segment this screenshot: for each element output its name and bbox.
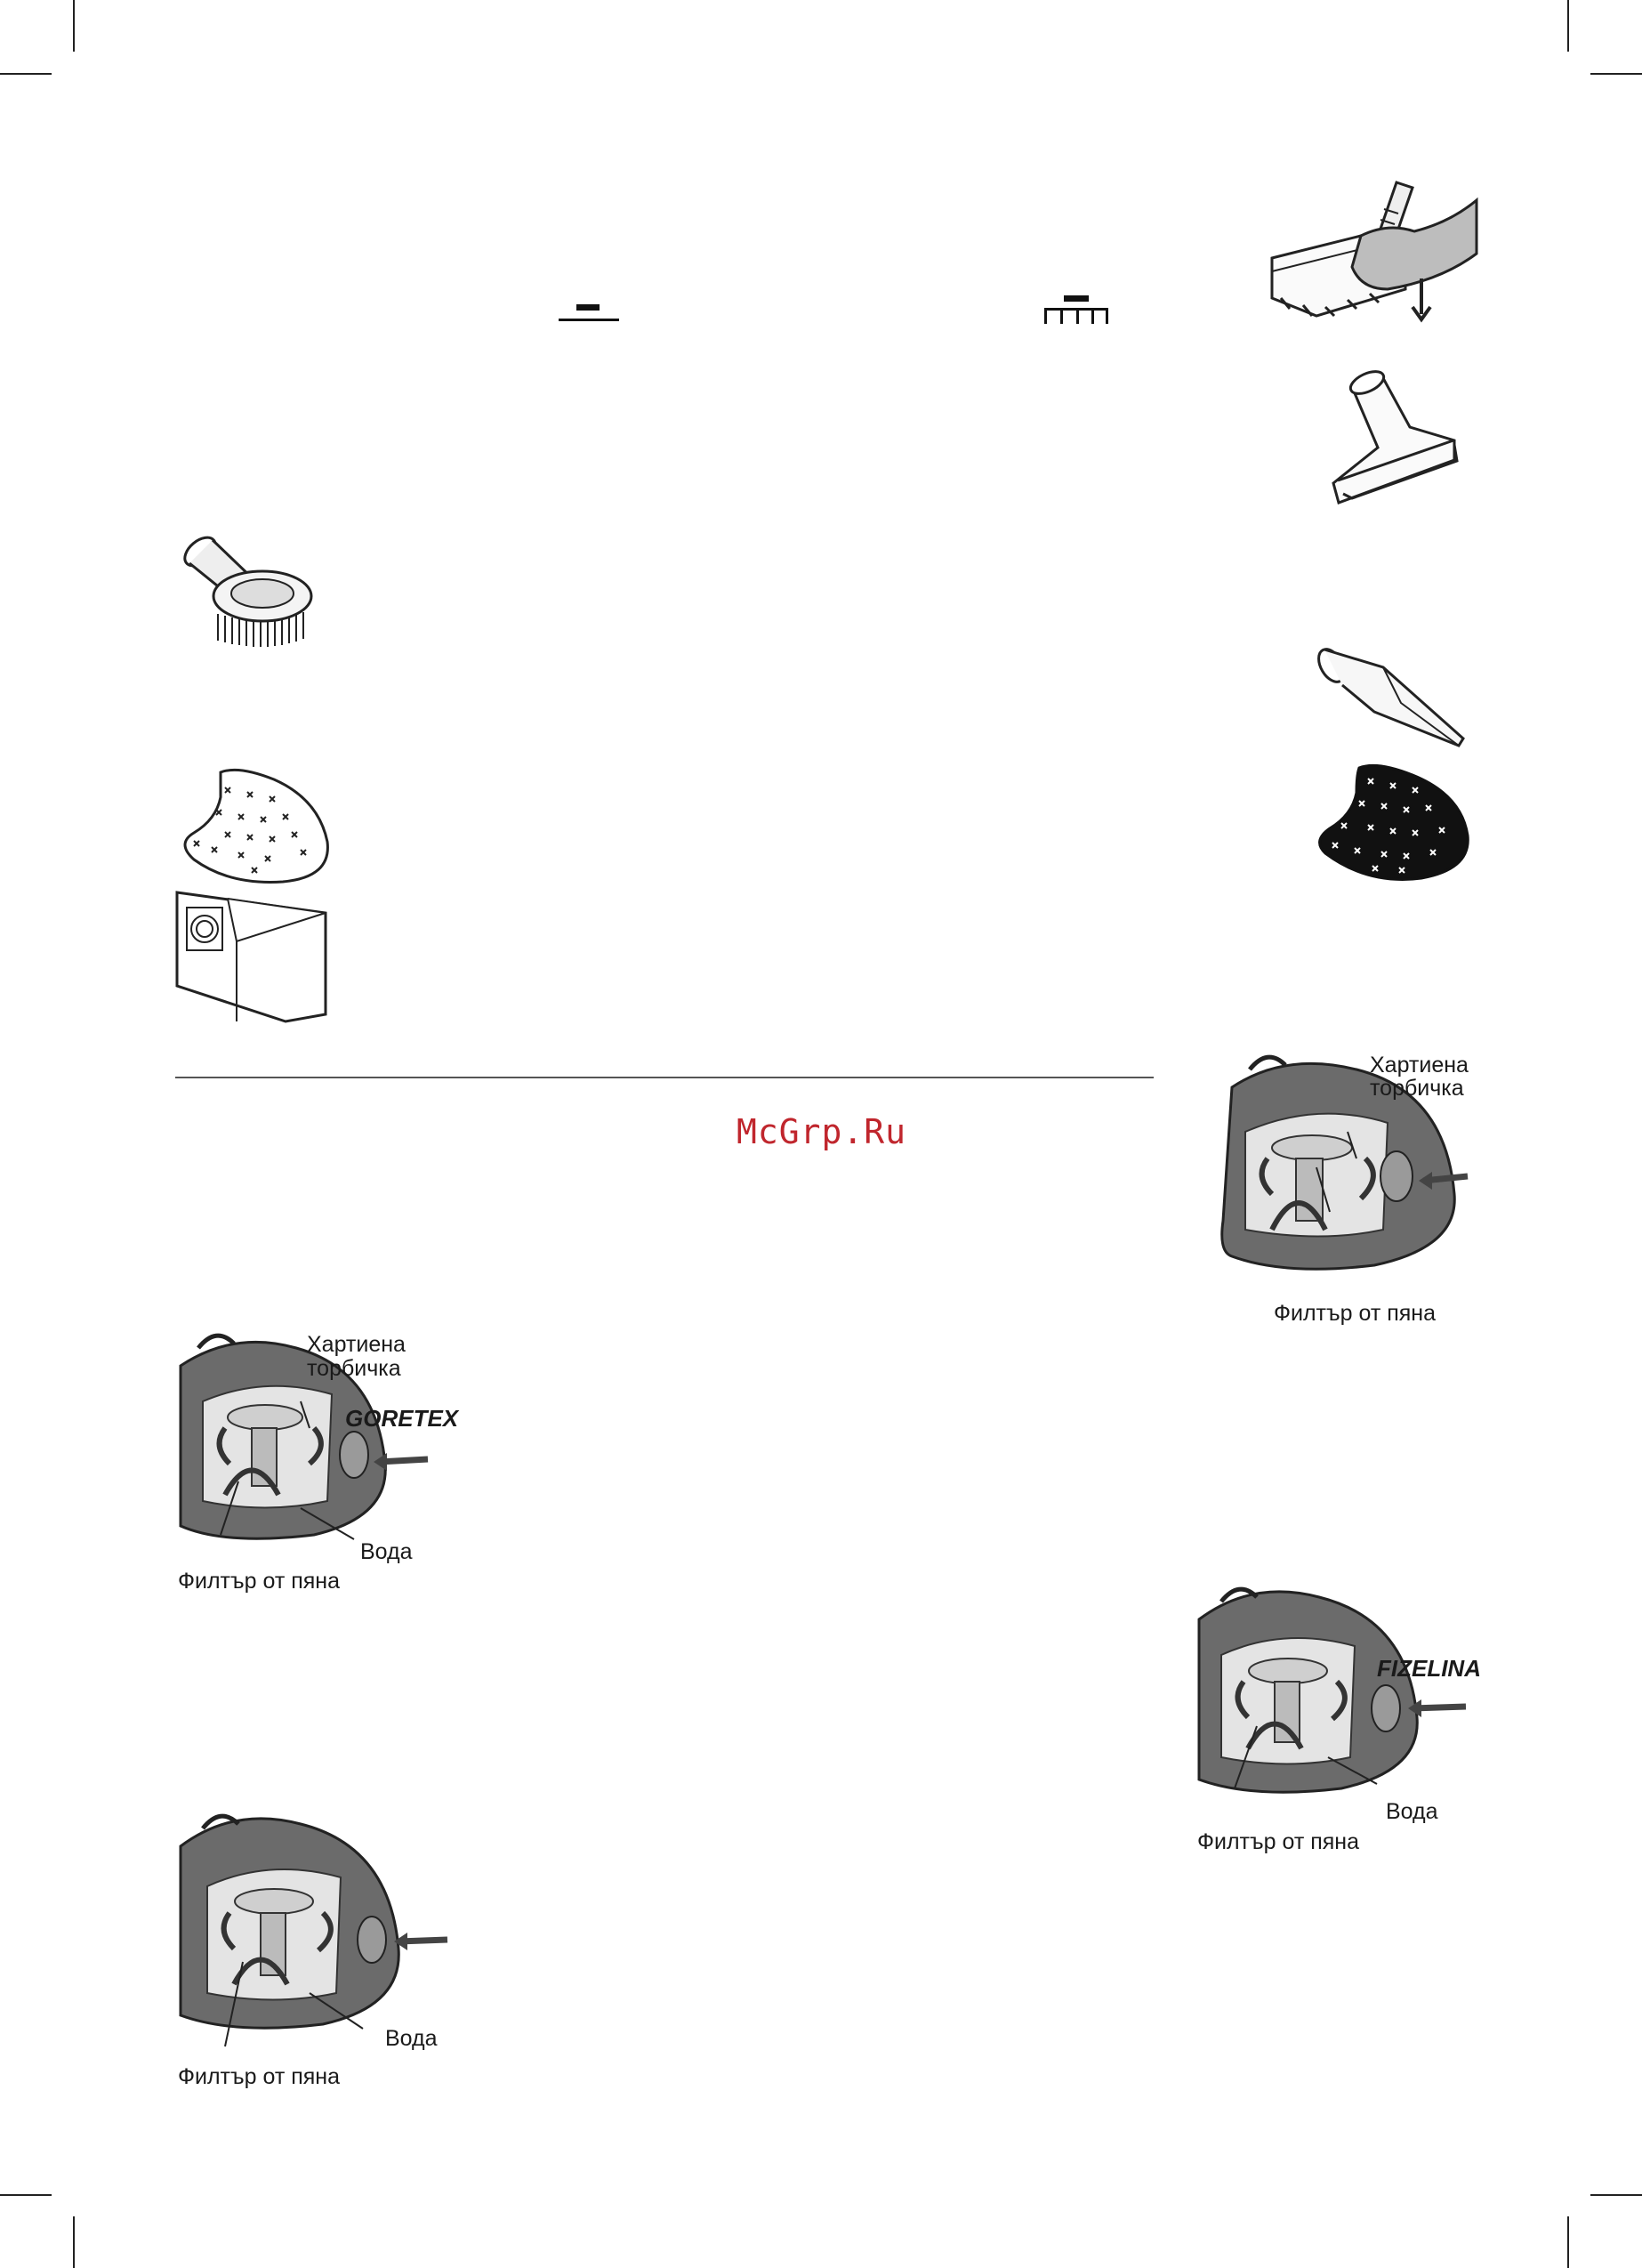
crop-mark — [0, 2194, 52, 2196]
crop-mark — [1567, 2216, 1569, 2268]
section-divider — [175, 1077, 1154, 1078]
foam-filter-label: Филтър от пяна — [1197, 1829, 1360, 1854]
water-label: Вода — [385, 2026, 438, 2051]
crevice-tool-icon — [1312, 641, 1472, 752]
foam-filter-dark-icon — [1315, 761, 1475, 881]
carpet-mode-icon — [1042, 294, 1110, 327]
water-label: Вода — [1386, 1799, 1438, 1824]
upholstery-nozzle-icon — [1325, 360, 1468, 503]
fizelina-brand-label: FIZELINA — [1377, 1655, 1481, 1682]
paper-bag-label: Хартиена — [307, 1332, 406, 1357]
vacuum-cutaway-fizelina-illustration — [1195, 1575, 1479, 1815]
floor-nozzle-foot-icon — [1263, 174, 1477, 329]
paper-bag-label: Хартиена — [1370, 1053, 1469, 1078]
crop-mark — [1590, 73, 1642, 75]
foam-filter-light-icon — [176, 765, 332, 885]
dusting-brush-icon — [173, 529, 316, 654]
foam-filter-label: Филтър от пяна — [1274, 1301, 1437, 1326]
water-label: Вода — [360, 1539, 413, 1564]
floor-mode-icon — [557, 303, 621, 326]
paper-bag-label-line2: торбичка — [307, 1356, 401, 1381]
vacuum-cutaway-water-illustration — [176, 1802, 452, 2060]
foam-filter-label: Филтър от пяна — [178, 2064, 341, 2089]
crop-mark — [73, 0, 75, 52]
crop-mark — [1567, 0, 1569, 52]
paper-bag-label-line2: торбичка — [1370, 1076, 1464, 1101]
goretex-brand-label: GORETEX — [345, 1405, 459, 1432]
crop-mark — [1590, 2194, 1642, 2196]
foam-filter-label: Филтър от пяна — [178, 1569, 341, 1594]
crop-mark — [0, 73, 52, 75]
watermark-text: McGrp.Ru — [736, 1112, 907, 1151]
paper-bag-icon — [174, 888, 330, 1023]
crop-mark — [73, 2216, 75, 2268]
